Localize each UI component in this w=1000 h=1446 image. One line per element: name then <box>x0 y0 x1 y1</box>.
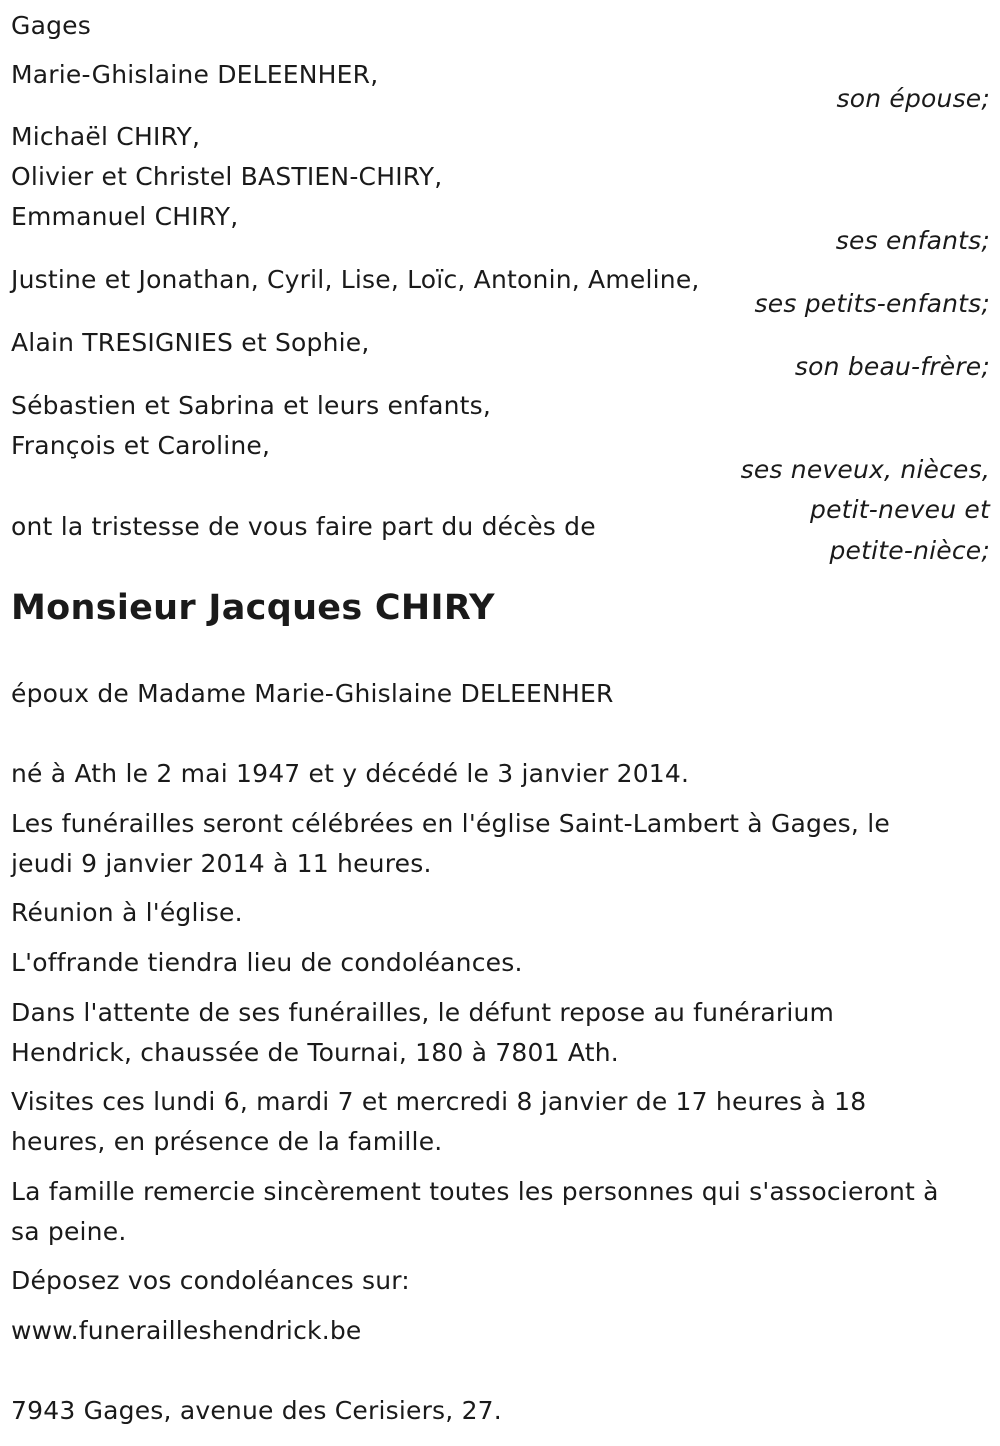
funeral-line-2: jeudi 9 janvier 2014 à 11 heures. <box>11 849 432 878</box>
visits-line-2: heures, en présence de la famille. <box>11 1127 443 1156</box>
nephews-relation-3: petite-nièce; <box>829 536 990 565</box>
child-name-1: Michaël CHIRY, <box>11 122 201 151</box>
child-name-2: Olivier et Christel BASTIEN-CHIRY, <box>11 162 443 191</box>
repose-line-2: Hendrick, chaussée de Tournai, 180 à 7801 Ath. <box>11 1038 619 1067</box>
brother-in-law-names: Alain TRESIGNIES et Sophie, <box>11 328 370 357</box>
nephew-name-1: Sébastien et Sabrina et leurs enfants, <box>11 391 492 420</box>
grandchildren-relation: ses petits-enfants; <box>754 289 990 318</box>
place-heading: Gages <box>11 11 91 40</box>
nephews-relation-1: ses neveux, nièces, <box>740 455 990 484</box>
website-link[interactable]: www.funerailleshendrick.be <box>11 1316 362 1345</box>
grandchildren-names: Justine et Jonathan, Cyril, Lise, Loïc, Antonin, Ameline, <box>11 265 700 294</box>
nephews-relation-2: petit-neveu et <box>810 495 990 524</box>
home-address: 7943 Gages, avenue des Cerisiers, 27. <box>11 1396 502 1425</box>
visits-line-1: Visites ces lundi 6, mardi 7 et mercredi 8 janvier de 17 heures à 18 <box>11 1087 867 1116</box>
birth-death-line: né à Ath le 2 mai 1947 et y décédé le 3 janvier 2014. <box>11 759 690 788</box>
funeral-line-1: Les funérailles seront célébrées en l'église Saint-Lambert à Gages, le <box>11 809 890 838</box>
children-relation: ses enfants; <box>835 226 990 255</box>
nephew-name-2: François et Caroline, <box>11 431 271 460</box>
offering-line: L'offrande tiendra lieu de condoléances. <box>11 948 523 977</box>
child-name-3: Emmanuel CHIRY, <box>11 202 239 231</box>
spouse-name: Marie-Ghislaine DELEENHER, <box>11 60 379 89</box>
brother-in-law-relation: son beau-frère; <box>794 352 990 381</box>
thanks-line-1: La famille remercie sincèrement toutes les personnes qui s'associeront à <box>11 1177 939 1206</box>
repose-line-1: Dans l'attente de ses funérailles, le défunt repose au funérarium <box>11 998 835 1027</box>
deceased-spouse-line: époux de Madame Marie-Ghislaine DELEENHER <box>11 679 614 708</box>
meeting-line: Réunion à l'église. <box>11 898 243 927</box>
announcement-text: ont la tristesse de vous faire part du décès de <box>11 512 596 541</box>
spouse-relation: son épouse; <box>836 84 990 113</box>
thanks-line-2: sa peine. <box>11 1217 127 1246</box>
condolences-label: Déposez vos condoléances sur: <box>11 1266 410 1295</box>
deceased-name: Monsieur Jacques CHIRY <box>11 588 495 628</box>
